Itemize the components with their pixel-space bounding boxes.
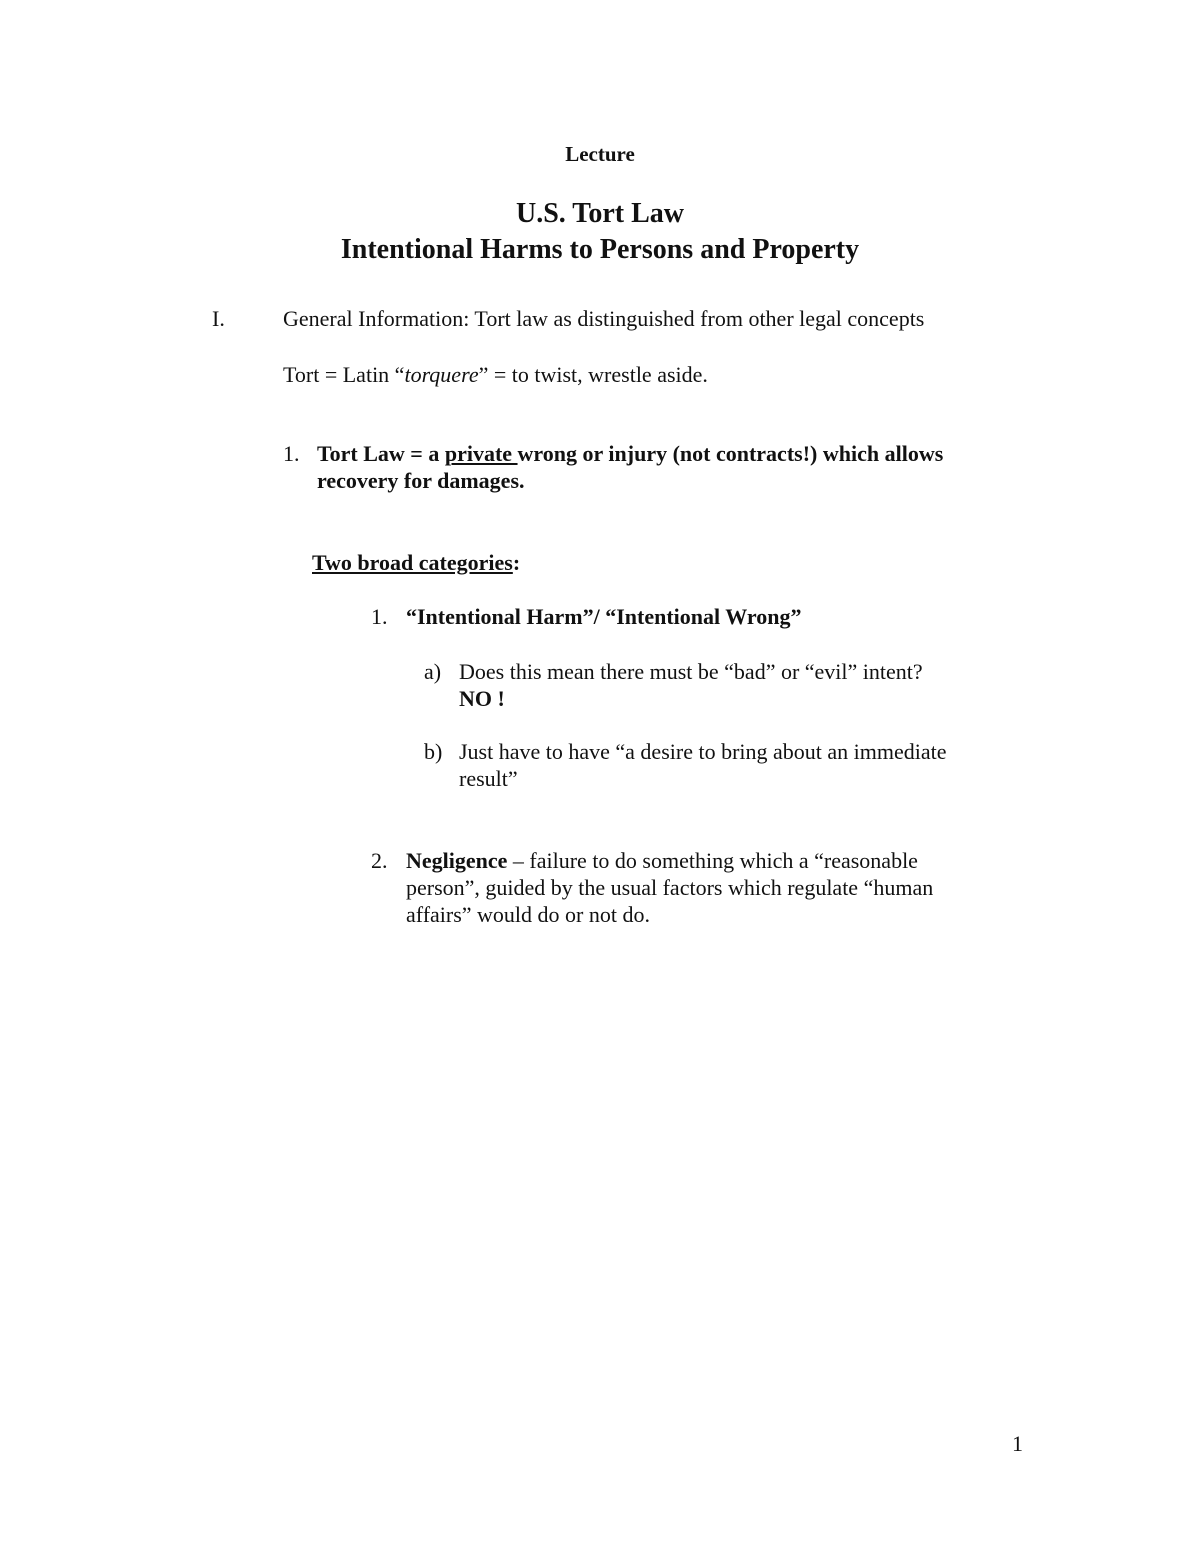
list-item-answer: NO ! (459, 686, 505, 711)
category-title: “Intentional Harm”/ “Intentional Wrong” (406, 604, 802, 629)
category-number: 1. (371, 604, 388, 629)
etymology-line (283, 362, 708, 388)
definition-underlined: private (444, 441, 518, 466)
categories-heading-colon: : (512, 550, 521, 575)
etymology-suffix: ” = to twist, wrestle aside. (478, 362, 708, 387)
section-numeral: I. (212, 306, 225, 331)
tort-law-definition-line2: recovery for damages. (317, 468, 525, 493)
definition-lead: Tort Law = a (317, 441, 445, 466)
list-item-text-line2: result” (459, 766, 518, 791)
negligence-line2: person”, guided by the usual factors which regulate “human (406, 875, 934, 900)
definition-rest: wrong or injury (not contracts!) which allows (517, 441, 944, 466)
document-label: Lecture (565, 142, 635, 166)
negligence-line3: affairs” would do or not do. (406, 902, 650, 927)
etymology-prefix: Tort = Latin “ (283, 362, 405, 387)
tort-law-definition (317, 441, 943, 467)
category-number: 2. (371, 848, 388, 873)
list-item-text: Does this mean there must be “bad” or “evil” intent? (459, 659, 923, 684)
list-marker: a) (424, 659, 442, 684)
page-number: 1 (1012, 1431, 1023, 1456)
item-number: 1. (283, 441, 300, 466)
categories-heading-text: Two broad categories (312, 550, 513, 575)
negligence-text: – failure to do something which a “reasonable (507, 848, 918, 873)
document-title: U.S. Tort Law (515, 198, 685, 229)
document-subtitle: Intentional Harms to Persons and Property (340, 234, 860, 265)
section-heading: General Information: Tort law as distinguished from other legal concepts (283, 306, 925, 331)
negligence-definition (406, 848, 918, 874)
categories-heading (312, 550, 520, 576)
negligence-term: Negligence (406, 848, 508, 873)
list-item-text: Just have to have “a desire to bring about an immediate (459, 739, 947, 764)
list-marker: b) (424, 739, 443, 764)
etymology-term: torquere (404, 362, 479, 387)
